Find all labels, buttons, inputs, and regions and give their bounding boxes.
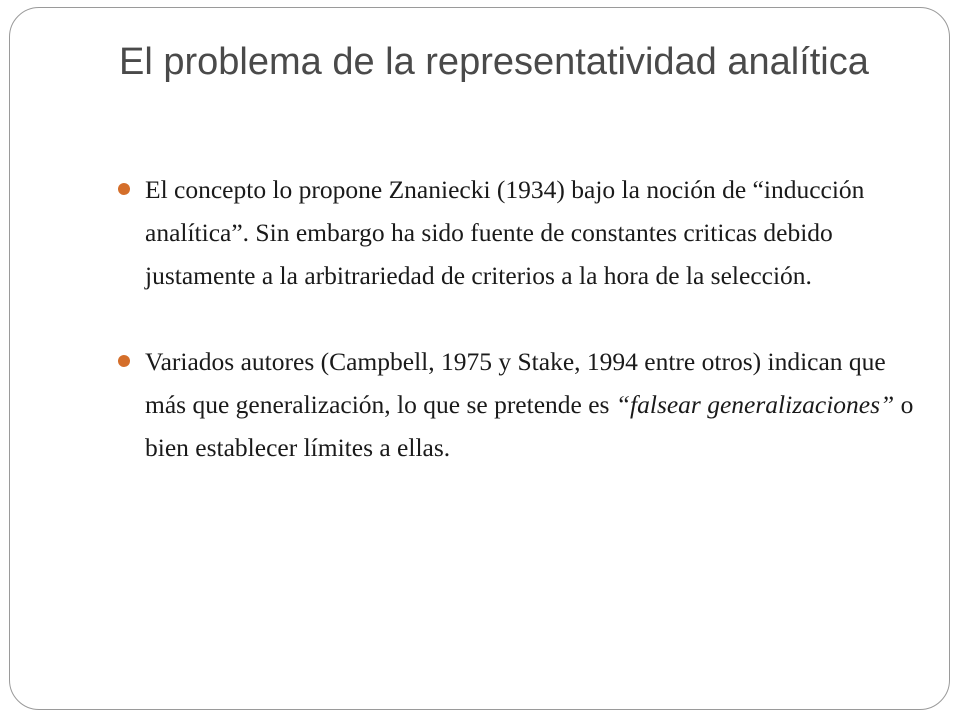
bullet-item-concept [115,168,915,297]
bullet-dot-icon [118,183,130,195]
bullet-text-authors-italic: “falsear generalizaciones” [615,390,895,419]
bullet-text-concept: El concepto lo propone Znaniecki (1934) bajo la noción de “inducción analítica”. Sin embargo ha sido fuente de constantes criticas debido justamente a la arbitrariedad de criterios a la hora de la selección. [145,175,865,290]
bullet-text-authors-start: Variados autores (Campbell, 1975 y Stake, 1994 entre otros) indican que más que generalización, lo que se pretende es [145,347,886,419]
bullet-dot-icon [118,355,130,367]
bullet-list [115,168,915,469]
slide-frame [9,7,950,710]
bullet-item-authors [115,340,915,469]
bullet-text-authors-end: o bien establecer límites a ellas. [145,390,914,462]
slide-title: El problema de la representatividad analítica [119,41,869,83]
